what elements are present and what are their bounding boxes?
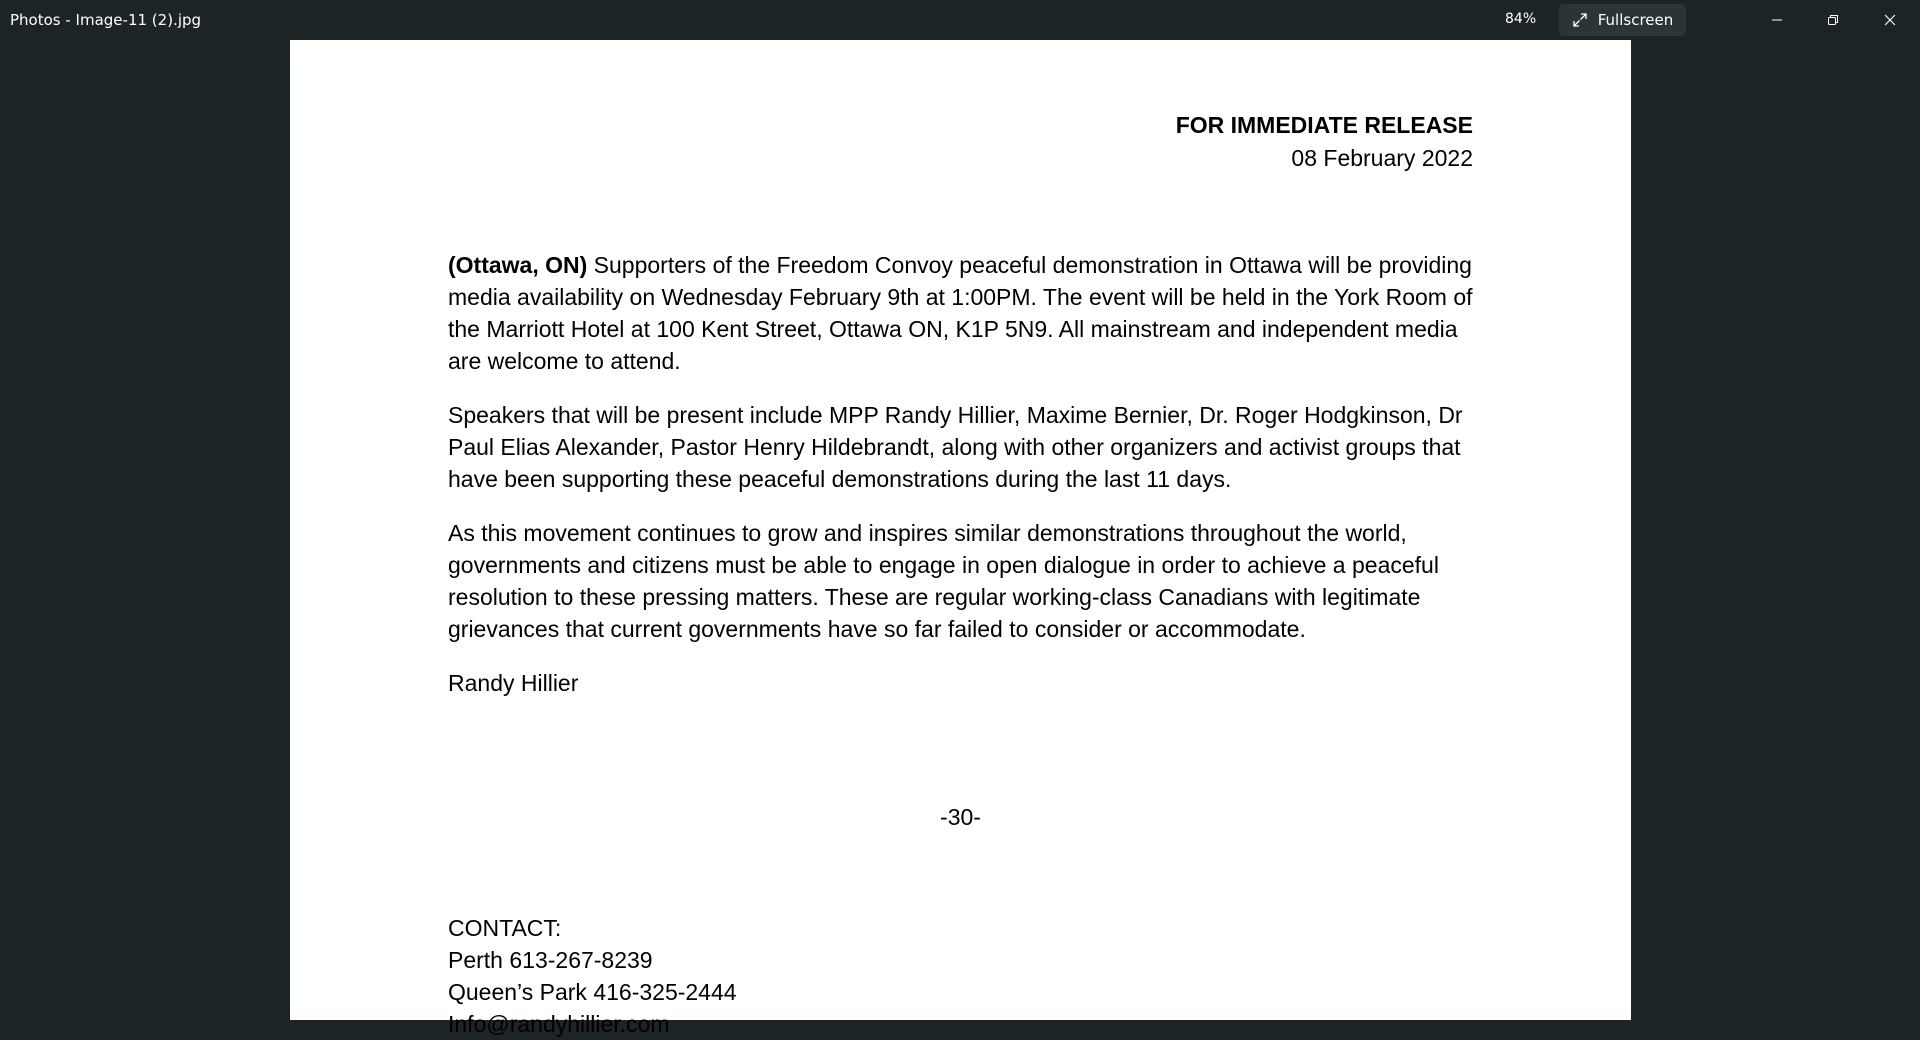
contact-email: Info@randyhillier.com [448,1011,670,1037]
fullscreen-label: Fullscreen [1597,11,1674,29]
paragraph-2: Speakers that will be present include MPP Randy Hillier, Maxime Bernier, Dr. Roger Hodgkinson, Dr Paul Elias Alexander, Pastor Henry Hildebrandt, along with other organizers and activist groups that have been supporting these peaceful demonstrations during the last 11 days. [448,402,1463,492]
location-lead: (Ottawa, ON) [448,252,588,278]
window-title: Photos - Image-11 (2).jpg [10,11,202,29]
restore-button[interactable] [1805,0,1861,40]
expand-diagonal-icon [1572,12,1588,28]
paragraph-1 [448,249,1473,377]
contact-block [448,912,737,1040]
fullscreen-button[interactable] [1559,4,1686,36]
contact-perth: Perth 613-267-8239 [448,947,653,973]
paragraph-3: As this movement continues to grow and inspires similar demonstrations throughout the world, governments and citizens must be able to engage in open dialogue in order to achieve a peaceful resolution to these pressing matters. These are regular working-class Canadians with legitimate grievances that current governments have so far failed to consider or accommodate. [448,520,1439,642]
signature: Randy Hillier [448,670,579,696]
paragraph-1-text: Supporters of the Freedom Convoy peaceful demonstration in Ottawa will be providing media availability on Wednesday February 9th at 1:00PM. The event will be held in the York Room of the Marriott Hotel at 100 Kent Street, Ottawa ON, K1P 5N9. All mainstream and independent media are welcome to attend. [448,252,1473,374]
minimize-icon [1771,14,1783,26]
close-button[interactable] [1862,0,1918,40]
title-bar [0,0,1920,40]
contact-queens-park: Queen’s Park 416-325-2444 [448,979,737,1005]
restore-icon [1827,14,1839,26]
minimize-button[interactable] [1749,0,1805,40]
close-icon [1884,14,1896,26]
document-page [290,40,1631,1037]
end-mark: -30- [940,804,981,830]
release-label: FOR IMMEDIATE RELEASE [1175,112,1473,138]
release-date: 08 February 2022 [1291,145,1473,171]
release-header [1176,109,1473,175]
document-body [448,249,1473,721]
zoom-level[interactable]: 84% [1505,11,1537,27]
contact-label: CONTACT: [448,915,562,941]
